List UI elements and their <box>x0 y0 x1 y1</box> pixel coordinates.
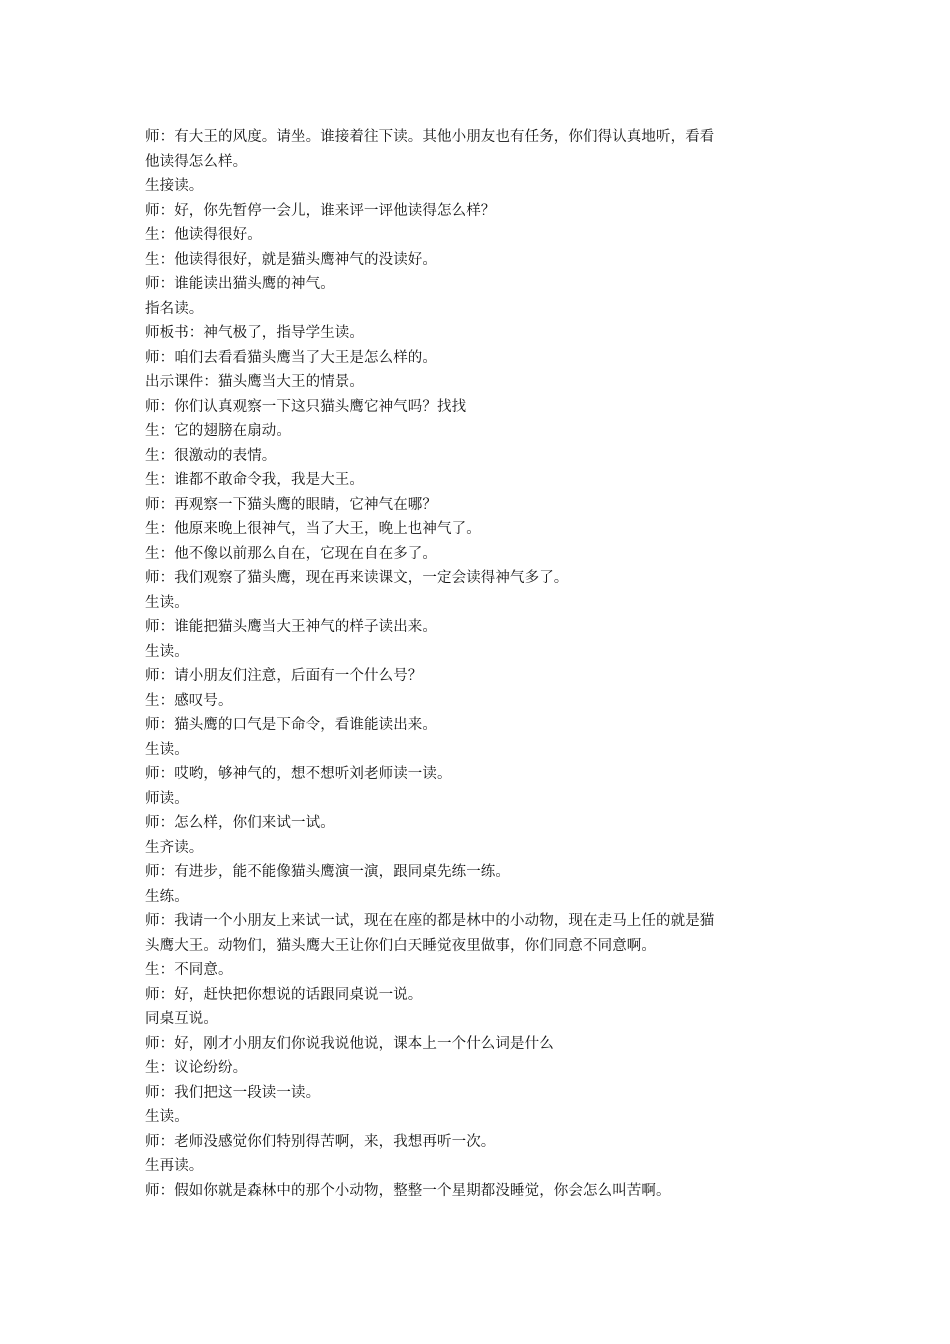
document-page <box>145 125 817 1203</box>
text-line: 生：议论纷纷。 <box>145 1060 248 1076</box>
text-line: 师：谁能把猫头鹰当大王神气的样子读出来。 <box>145 619 437 635</box>
text-line: 师：老师没感觉你们特别得苦啊，来，我想再听一次。 <box>145 1133 496 1150</box>
text-line: 生再读。 <box>145 1158 204 1174</box>
text-line: 生：他不像以前那么自在，它现在自在多了。 <box>145 545 437 562</box>
text-line: 生：他读得很好，就是猫头鹰神气的没读好。 <box>145 251 437 268</box>
text-line: 生：他原来晚上很神气，当了大王，晚上也神气了。 <box>145 521 481 537</box>
text-line: 师：咱们去看看猫头鹰当了大王是怎么样的。 <box>145 349 437 366</box>
text-line: 师：你们认真观察一下这只猫头鹰它神气吗？找找 <box>145 398 467 415</box>
text-line: 他读得怎么样。 <box>145 153 248 170</box>
text-line: 头鹰大王。动物们，猫头鹰大王让你们白天睡觉夜里做事，你们同意不同意啊。 <box>145 937 656 954</box>
text-line: 出示课件：猫头鹰当大王的情景。 <box>145 374 364 390</box>
text-line: 生读。 <box>145 741 189 758</box>
text-line: 生：很激动的表情。 <box>145 447 277 464</box>
text-line: 师：哎哟，够神气的，想不想听刘老师读一读。 <box>145 766 452 782</box>
text-line: 师：好，刚才小朋友们你说我说他说，课本上一个什么词是什么 <box>145 1035 554 1052</box>
text-line: 师：谁能读出猫头鹰的神气。 <box>145 276 335 292</box>
text-line: 指名读。 <box>145 300 204 317</box>
text-line: 师：有大王的风度。请坐。谁接着往下读。其他小朋友也有任务，你们得认真地听，看看 <box>145 129 715 145</box>
text-line: 师：我们把这一段读一读。 <box>145 1084 321 1101</box>
text-line: 生读。 <box>145 1109 189 1125</box>
text-line: 师：好，你先暂停一会儿，谁来评一评他读得怎么样？ <box>145 202 496 219</box>
text-line: 生读。 <box>145 643 189 660</box>
text-line: 师：我们观察了猫头鹰，现在再来读课文，一定会读得神气多了。 <box>145 570 569 586</box>
text-line: 生：他读得很好。 <box>145 227 262 243</box>
text-line: 师板书：神气极了，指导学生读。 <box>145 325 364 341</box>
text-line: 师：有进步，能不能像猫头鹰演一演，跟同桌先练一练。 <box>145 864 510 880</box>
text-line: 生：谁都不敢命令我，我是大王。 <box>145 472 364 488</box>
text-line: 师：好，赶快把你想说的话跟同桌说一说。 <box>145 986 423 1003</box>
text-line: 师：猫头鹰的口气是下命令，看谁能读出来。 <box>145 717 437 733</box>
text-line: 师：怎么样，你们来试一试。 <box>145 815 335 831</box>
text-line: 师：我请一个小朋友上来试一试，现在在座的都是林中的小动物，现在走马上任的就是猫 <box>145 913 715 929</box>
text-line: 生：不同意。 <box>145 962 233 978</box>
text-line: 生接读。 <box>145 178 204 194</box>
text-line: 师：假如你就是森林中的那个小动物，整整一个星期都没睡觉，你会怎么叫苦啊。 <box>145 1182 671 1199</box>
text-line: 同桌互说。 <box>145 1011 218 1027</box>
text-line: 生齐读。 <box>145 839 204 856</box>
text-line: 生练。 <box>145 888 189 905</box>
text-line: 师读。 <box>145 790 189 807</box>
text-line: 生：感叹号。 <box>145 692 233 709</box>
text-line: 生：它的翅膀在扇动。 <box>145 423 291 439</box>
text-line: 师：再观察一下猫头鹰的眼睛，它神气在哪？ <box>145 496 437 513</box>
text-line: 生读。 <box>145 594 189 611</box>
text-line: 师：请小朋友们注意，后面有一个什么号？ <box>145 668 423 684</box>
